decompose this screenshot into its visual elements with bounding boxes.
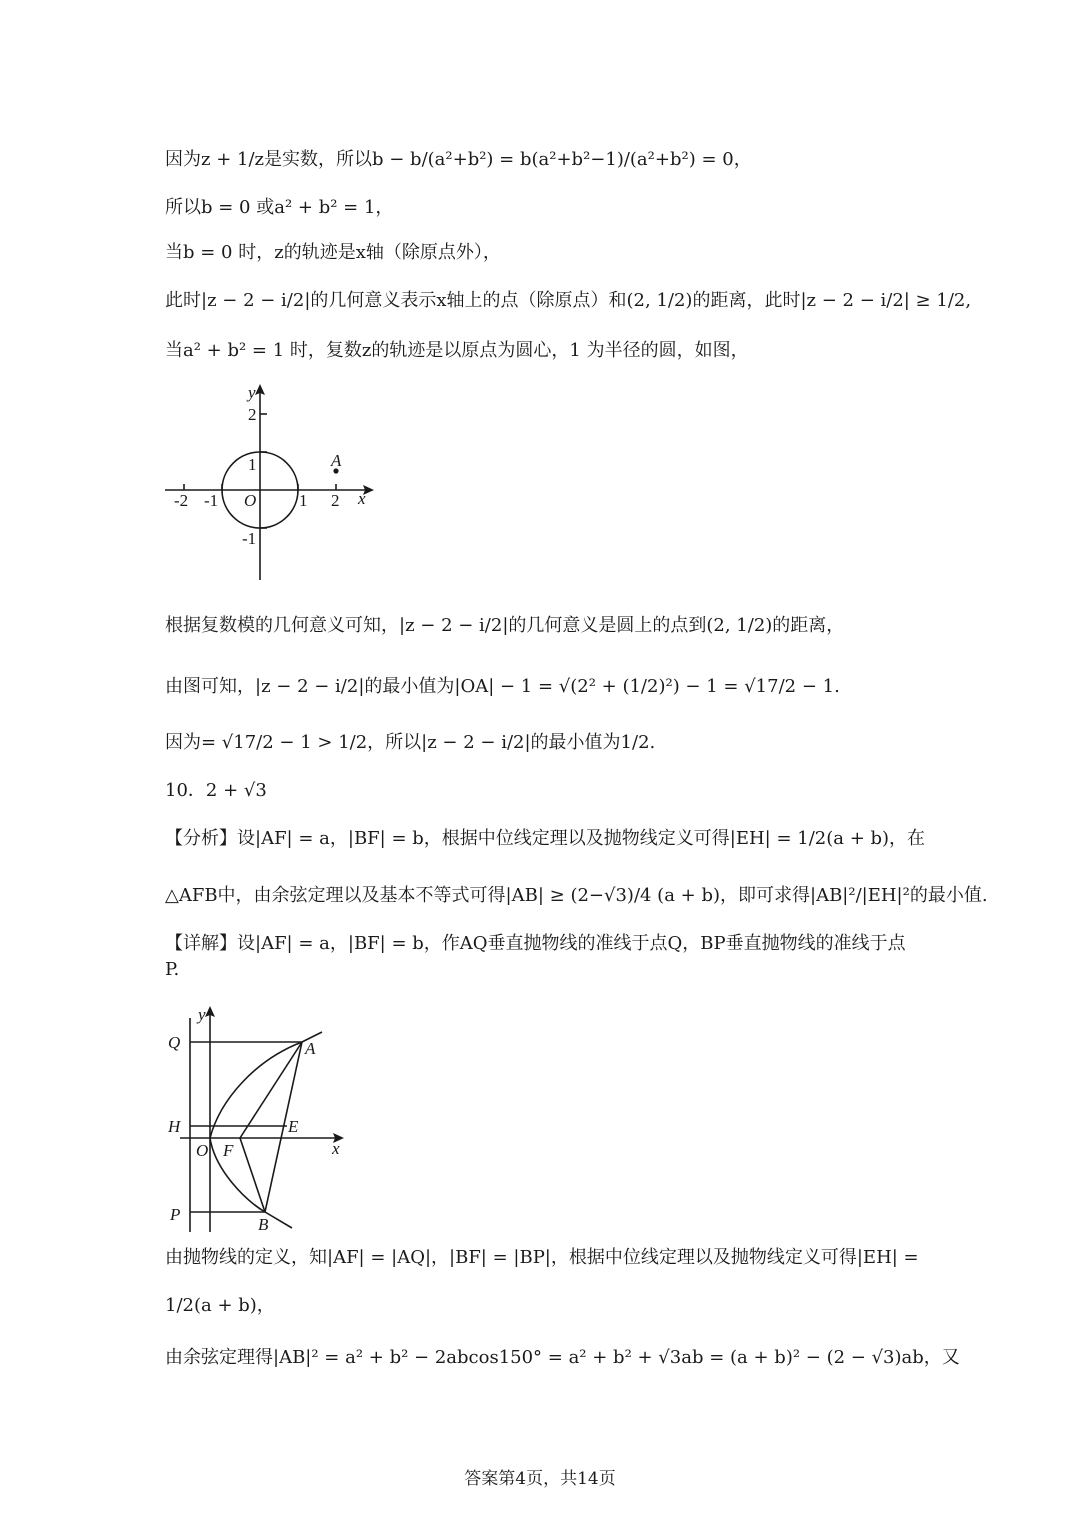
line-13: 由抛物线的定义，知|AF| = |AQ|，|BF| = |BP|，根据中位线定理以及抛物线定义可得|EH| = [165, 1247, 919, 1268]
unit-circle-figure [160, 380, 390, 590]
x-axis-label: x [358, 489, 366, 508]
y-axis-label: y [248, 383, 256, 402]
y-tick-2: 2 [248, 405, 257, 424]
point-q-label: Q [168, 1033, 181, 1052]
line-4: 此时|z − 2 − i/2|的几何意义表示x轴上的点（除原点）和(2, 1/2)的距离，此时|z − 2 − i/2| ≥ 1/2, [165, 290, 972, 311]
parabola-figure [160, 1000, 360, 1235]
page-footer: 答案第4页，共14页 [464, 1469, 616, 1489]
line-2: 所以b = 0 或a² + b² = 1， [165, 197, 394, 218]
line-14: 1/2(a + b)， [165, 1295, 275, 1316]
point-f-label: F [223, 1141, 234, 1160]
line-3: 当b = 0 时，z的轨迹是x轴（除原点外）， [165, 242, 501, 263]
y-axis-label: y [198, 1005, 206, 1024]
line-15: 由余弦定理得|AB|² = a² + b² − 2abcos150° = a² + b² + √3ab = (a + b)² − (2 − √3)ab，又 [165, 1347, 960, 1368]
line-1: 因为z + 1/z是实数，所以b − b/(a²+b²) = b(a²+b²−1)/(a²+b²) = 0， [165, 149, 752, 170]
line-8: 因为= √17/2 − 1 > 1/2，所以|z − 2 − i/2|的最小值为1/2. [165, 732, 656, 753]
x-tick-neg1: -1 [204, 491, 219, 510]
y-tick-neg1: -1 [242, 529, 257, 548]
point-b-label: B [258, 1215, 269, 1234]
x-axis-label: x [332, 1139, 340, 1158]
point-e-label: E [288, 1117, 299, 1136]
line-7: 由图可知，|z − 2 − i/2|的最小值为|OA| − 1 = √(2² + (1/2)²) − 1 = √17/2 − 1. [165, 676, 840, 697]
line-11: △AFB中，由余弦定理以及基本不等式可得|AB| ≥ (2−√3)/4 (a + b)，即可求得|AB|²/|EH|²的最小值. [165, 885, 988, 906]
point-a-label: A [331, 451, 342, 470]
origin-label: O [196, 1141, 209, 1160]
line-5: 当a² + b² = 1 时，复数z的轨迹是以原点为圆心，1 为半径的圆，如图， [165, 340, 749, 361]
point-h-label: H [168, 1117, 181, 1136]
line-10: 【分析】设|AF| = a，|BF| = b，根据中位线定理以及抛物线定义可得|EH| = 1/2(a + b)，在 [165, 828, 926, 849]
origin-label: O [244, 491, 257, 510]
line-9: 10．2 + √3 [165, 780, 267, 801]
point-p-label: P [170, 1205, 181, 1224]
point-a-label: A [305, 1039, 316, 1058]
line-6: 根据复数模的几何意义可知，|z − 2 − i/2|的几何意义是圆上的点到(2, 1/2)的距离， [165, 615, 845, 636]
x-tick-2: 2 [331, 491, 340, 510]
x-tick-neg2: -2 [174, 491, 189, 510]
x-tick-1: 1 [299, 491, 308, 510]
y-tick-1: 1 [248, 455, 257, 474]
line-12: 【详解】设|AF| = a，|BF| = b，作AQ垂直抛物线的准线于点Q，BP垂直抛物线的准线于点 P. [165, 933, 906, 980]
